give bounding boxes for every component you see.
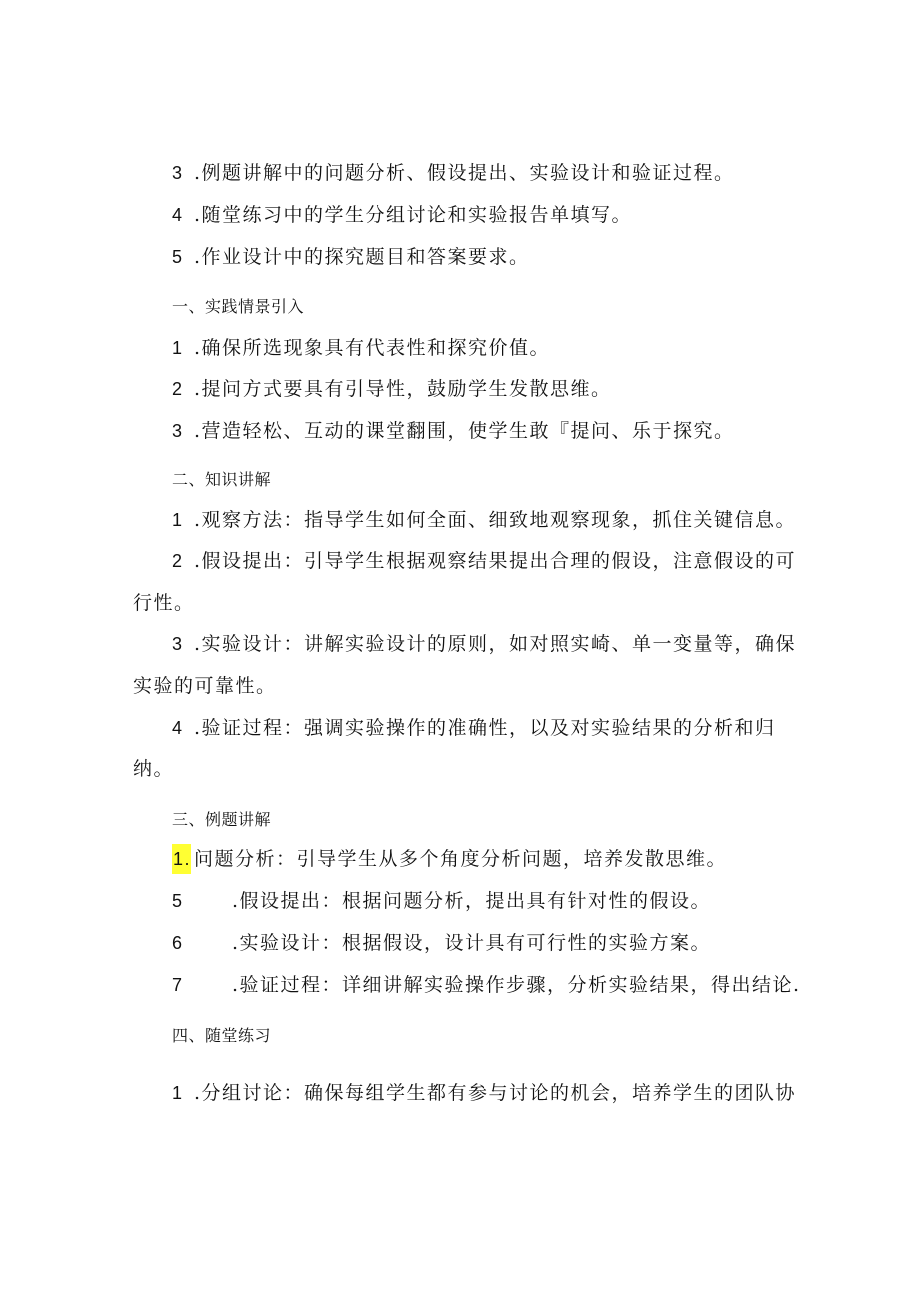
item-text: .确保所选现象具有代表性和探究价值。 — [194, 337, 551, 359]
item-text: .分组讨论：确保每组学生都有参与讨论的机会，培养学生的团队协 — [194, 1082, 797, 1104]
item-number: 5 — [172, 891, 183, 911]
item-text-continuation: 行性。 — [133, 592, 195, 614]
item-text: .实验设计：讲解实验设计的原则，如对照实崎、单一变量等，确保 — [194, 633, 797, 655]
section-heading: 三、例题讲解 — [172, 810, 272, 829]
item-number: 1. — [173, 849, 192, 869]
item-text: .营造轻松、互动的课堂翻围，使学生敢『提问、乐于探究。 — [194, 420, 735, 442]
item-number: 3 — [172, 421, 183, 441]
item-number: 1 — [172, 510, 183, 530]
item-number: 2 — [172, 379, 183, 399]
item-text: .提问方式要具有引导性，鼓励学生发散思维。 — [194, 378, 612, 400]
item-text: .假设提出：引导学生根据观察结果提出合理的假设，注意假设的可 — [194, 550, 797, 572]
item-number: 6 — [172, 933, 183, 953]
item-number: 2 — [172, 551, 183, 571]
item-number: 1 — [172, 1083, 183, 1103]
item-text-continuation: 实验的可靠性。 — [133, 675, 277, 697]
item-number: 4 — [172, 205, 183, 225]
item-number: 5 — [172, 247, 183, 267]
item-number: 1 — [172, 338, 183, 358]
section-heading: 二、知识讲解 — [172, 470, 272, 489]
item-text: .验证过程：详细讲解实验操作步骤，分析实验结果，得出结论. — [232, 974, 801, 996]
item-text: .假设提出：根据问题分析，提出具有针对性的假设。 — [232, 890, 712, 912]
item-text: .观察方法：指导学生如何全面、细致地观察现象，抓住关键信息。 — [194, 509, 797, 531]
item-text: .随堂练习中的学生分组讨论和实验报告单填写。 — [194, 204, 633, 226]
item-number: 3 — [172, 163, 183, 183]
item-text: .验证过程：强调实验操作的准确性，以及对实验结果的分析和归 — [194, 717, 776, 739]
section-heading: 四、随堂练习 — [172, 1026, 272, 1045]
item-number: 7 — [172, 975, 183, 995]
item-text: 问题分析：引导学生从多个角度分析问题，培养发散思维。 — [194, 848, 728, 870]
section-heading: 一、实践情景引入 — [172, 297, 305, 316]
item-text: .实验设计：根据假设，设计具有可行性的实验方案。 — [232, 932, 712, 954]
item-text-continuation: 纳。 — [133, 758, 175, 780]
item-number: 3 — [172, 634, 183, 654]
item-number: 4 — [172, 718, 183, 738]
item-text: .例题讲解中的问题分析、假设提出、实验设计和验证过程。 — [194, 162, 735, 184]
item-text: .作业设计中的探究题目和答案要求。 — [194, 246, 530, 268]
